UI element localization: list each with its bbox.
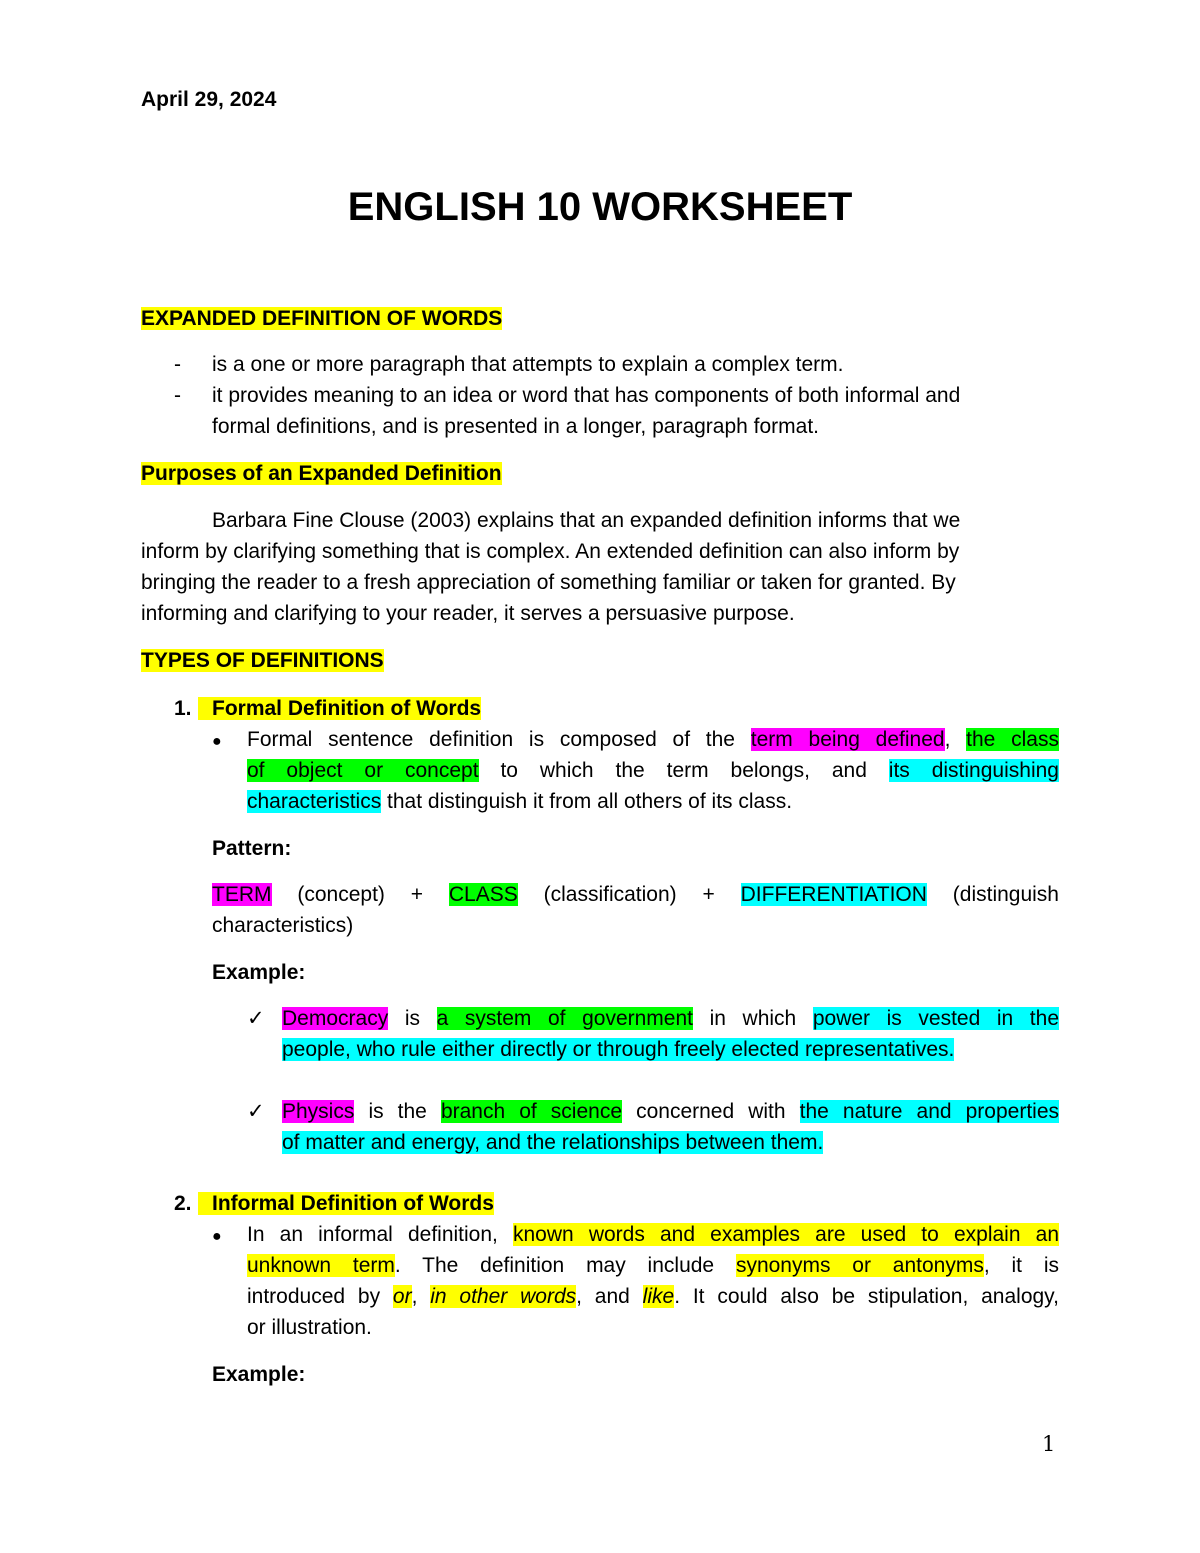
- dash-bullet: -: [174, 384, 181, 407]
- example-2-line-2: of matter and energy, and the relationships between them.: [282, 1131, 824, 1154]
- formal-heading: Formal Definition of Words: [198, 693, 481, 724]
- dash-bullet: -: [174, 353, 181, 376]
- bullet-dot-icon: ●: [212, 1228, 222, 1245]
- pattern-label: Pattern:: [212, 837, 292, 860]
- list-number-1: 1.: [174, 697, 192, 720]
- section-heading-purposes: Purposes of an Expanded Definition: [141, 462, 502, 485]
- example-2-line-1: Physics is the branch of science concerned with the nature and properties: [282, 1100, 1060, 1123]
- date: April 29, 2024: [141, 88, 277, 111]
- purposes-line-1: Barbara Fine Clouse (2003) explains that an expanded definition informs that we: [212, 509, 961, 532]
- informal-heading: Informal Definition of Words: [198, 1188, 494, 1219]
- section-heading-expanded: EXPANDED DEFINITION OF WORDS: [141, 307, 503, 330]
- bullet-dot-icon: ●: [212, 733, 222, 750]
- example-1-line-1: Democracy is a system of government in which power is vested in the: [282, 1007, 1060, 1030]
- expanded-item-2-line-1: it provides meaning to an idea or word that has components of both informal and: [212, 384, 961, 407]
- pattern-line-1: TERM (concept) + CLASS (classification) + DIFFERENTIATION (distinguish: [212, 883, 1059, 906]
- expanded-item-2-line-2: formal definitions, and is presented in a longer, paragraph format.: [212, 415, 820, 438]
- example-label-informal: Example:: [212, 1363, 306, 1386]
- section-heading-types: TYPES OF DEFINITIONS: [141, 649, 384, 672]
- purposes-line-3: bringing the reader to a fresh appreciation of something familiar or taken for granted. By: [141, 571, 956, 594]
- example-1-line-2: people, who rule either directly or through freely elected representatives.: [282, 1038, 955, 1061]
- formal-bullet-line-1: Formal sentence definition is composed of the term being defined, the class: [247, 728, 1059, 751]
- page-number: 1: [1042, 1432, 1056, 1456]
- informal-bullet-line-3: introduced by or, in other words, and like. It could also be stipulation, analogy,: [247, 1285, 1059, 1308]
- page-title: ENGLISH 10 WORKSHEET: [347, 185, 853, 229]
- list-number-2: 2.: [174, 1192, 192, 1215]
- purposes-line-2: inform by clarifying something that is complex. An extended definition can also inform by: [141, 540, 960, 563]
- expanded-item-1: is a one or more paragraph that attempts to explain a complex term.: [212, 353, 844, 376]
- purposes-line-4: informing and clarifying to your reader, it serves a persuasive purpose.: [141, 602, 795, 625]
- informal-bullet-line-1: In an informal definition, known words and examples are used to explain an: [247, 1223, 1059, 1246]
- pattern-line-2: characteristics): [212, 914, 354, 937]
- informal-bullet-line-2: unknown term. The definition may include synonyms or antonyms, it is: [247, 1254, 1059, 1277]
- formal-bullet-line-2: of object or concept to which the term belongs, and its distinguishing: [247, 759, 1059, 782]
- formal-bullet-line-3: characteristics that distinguish it from all others of its class.: [247, 790, 793, 813]
- informal-bullet-line-4: or illustration.: [247, 1316, 372, 1339]
- example-label: Example:: [212, 961, 306, 984]
- checkmark-icon: ✓: [247, 1007, 265, 1030]
- checkmark-icon: ✓: [247, 1100, 265, 1123]
